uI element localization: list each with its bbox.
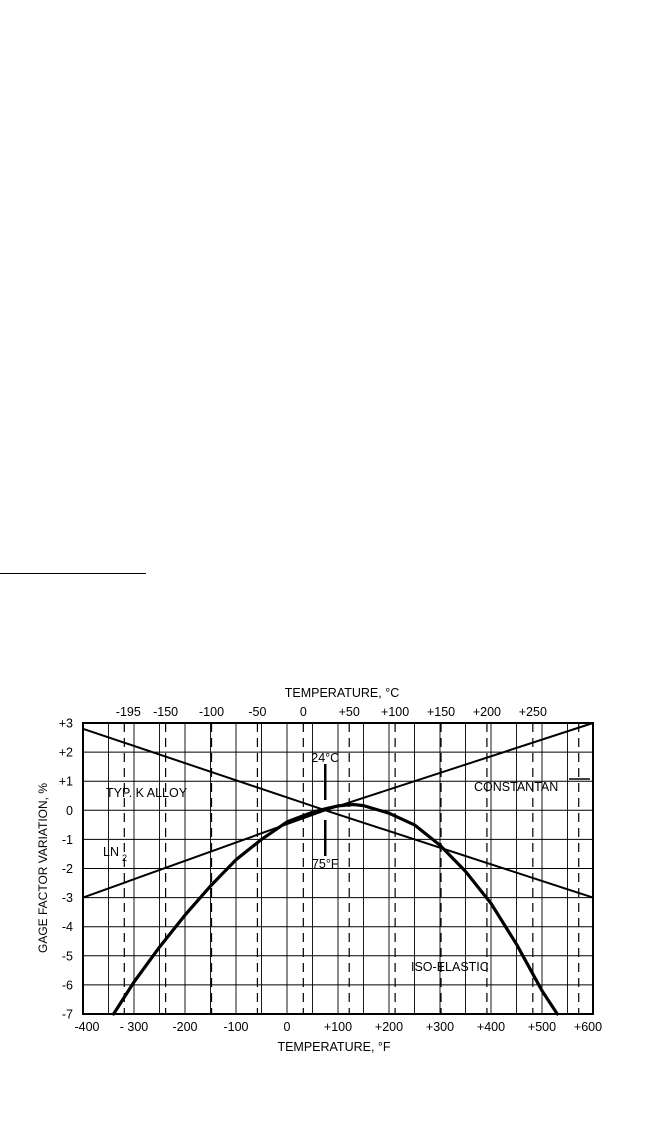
x-tick-label: -400: [74, 1020, 100, 1034]
top-tick-label: +100: [381, 705, 410, 719]
series-label-constantan: CONSTANTAN: [474, 780, 559, 794]
x-tick-label: +300: [425, 1020, 455, 1034]
x-tick-label: +100: [323, 1020, 353, 1034]
top-tick-label: 0: [299, 705, 307, 719]
x-tick-label: 0: [283, 1020, 291, 1034]
x-tick-label: +600: [573, 1020, 603, 1034]
series-label-k-alloy: TYP. K ALLOY: [106, 786, 188, 800]
y-tick-label: +3: [58, 716, 73, 731]
top-tick-label: -150: [153, 705, 179, 719]
ln2-label: LN: [103, 845, 119, 859]
x-tick-label: -100: [223, 1020, 249, 1034]
ref-label-fahrenheit: 75°F: [311, 857, 339, 871]
ref-label-celsius: 24°C: [311, 751, 340, 765]
y-tick-label: -1: [61, 832, 73, 847]
x-axis-title: TEMPERATURE, °F: [277, 1040, 391, 1054]
top-tick-label: +200: [472, 705, 501, 719]
ln2-subscript: 2: [122, 853, 128, 863]
top-tick-label: +250: [518, 705, 547, 719]
top-tick-label: +50: [338, 705, 360, 719]
x-tick-label: +500: [527, 1020, 557, 1034]
y-tick-label: -6: [61, 978, 73, 993]
y-axis-title: GAGE FACTOR VARIATION, %: [36, 782, 50, 954]
top-tick-label: +150: [426, 705, 456, 719]
x-tick-label: -200: [172, 1020, 198, 1034]
y-tick-label: -7: [61, 1007, 73, 1022]
top-tick-label: -100: [199, 705, 225, 719]
y-tick-label: -3: [61, 891, 73, 906]
y-tick-label: -4: [61, 920, 73, 935]
top-axis-title: TEMPERATURE, °C: [284, 686, 400, 700]
y-tick-label: +2: [58, 745, 73, 760]
y-tick-label: +1: [58, 774, 73, 789]
x-tick-label: +400: [476, 1020, 506, 1034]
x-tick-label: - 300: [119, 1020, 149, 1034]
y-tick-label: -5: [61, 949, 73, 964]
top-tick-label: -50: [248, 705, 267, 719]
series-label-iso-elastic: ISO-ELASTIC: [411, 960, 489, 974]
x-tick-label: +200: [374, 1020, 404, 1034]
y-tick-label: 0: [66, 803, 73, 818]
top-tick-label: -195: [115, 705, 141, 719]
y-tick-label: -2: [61, 862, 73, 876]
